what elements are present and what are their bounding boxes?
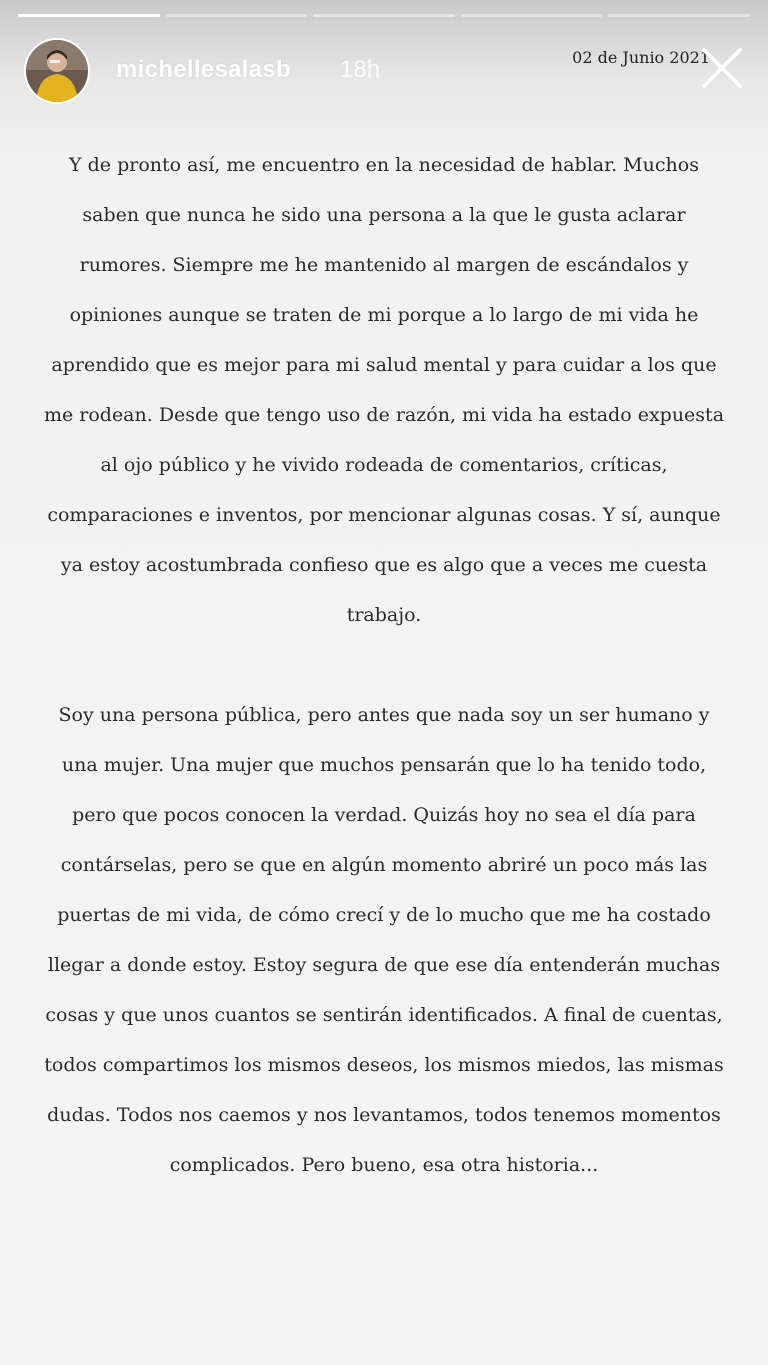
username-link[interactable]: michellesalasb: [116, 56, 291, 83]
time-ago-label: 18h: [340, 56, 381, 83]
progress-segment: [313, 14, 455, 17]
progress-segment-fill: [18, 14, 160, 17]
story-letter: [40, 140, 728, 1190]
progress-segment: [166, 14, 308, 17]
post-date: 02 de Junio 2021: [572, 48, 710, 67]
story-header: [24, 36, 744, 106]
letter-paragraph: Soy una persona pública, pero antes que nada soy un ser humano y una mujer. Una mujer que muchos pensarán que lo ha tenido todo, pero que pocos conocen la verdad. Quizás hoy no sea el día para contárselas, pero se que en algún momento abriré un poco más las puertas de mi vida, de cómo crecí y de lo mucho que me ha costado llegar a donde estoy. Estoy segura de que ese día entenderán muchas cosas y que unos cuantos se sentirán identificados. A final de cuentas, todos compartimos los mismos deseos, los mismos miedos, las mismas dudas. Todos nos caemos y nos levantamos, todos tenemos momentos complicados. Pero bueno, esa otra historia...: [44, 704, 724, 1176]
story-progress-bar: [18, 14, 750, 17]
letter-paragraph: Y de pronto así, me encuentro en la necesidad de hablar. Muchos saben que nunca he sido una persona a la que le gusta aclarar rumores. Siempre me he mantenido al margen de escándalos y opiniones aunque se traten de mi porque a lo largo de mi vida he aprendido que es mejor para mi salud mental y para cuidar a los que me rodean. Desde que tengo uso de razón, mi vida ha estado expuesta al ojo público y he vivido rodeada de comentarios, críticas, comparaciones e inventos, por mencionar algunas cosas. Y sí, aunque ya estoy acostumbrada confieso que es algo que a veces me cuesta trabajo.: [43, 154, 725, 626]
close-icon: [700, 46, 744, 90]
close-button[interactable]: [700, 46, 744, 90]
progress-segment: [461, 14, 603, 17]
profile-photo-icon: [26, 40, 88, 102]
avatar[interactable]: [24, 38, 90, 104]
progress-segment: [608, 14, 750, 17]
progress-segment: [18, 14, 160, 17]
